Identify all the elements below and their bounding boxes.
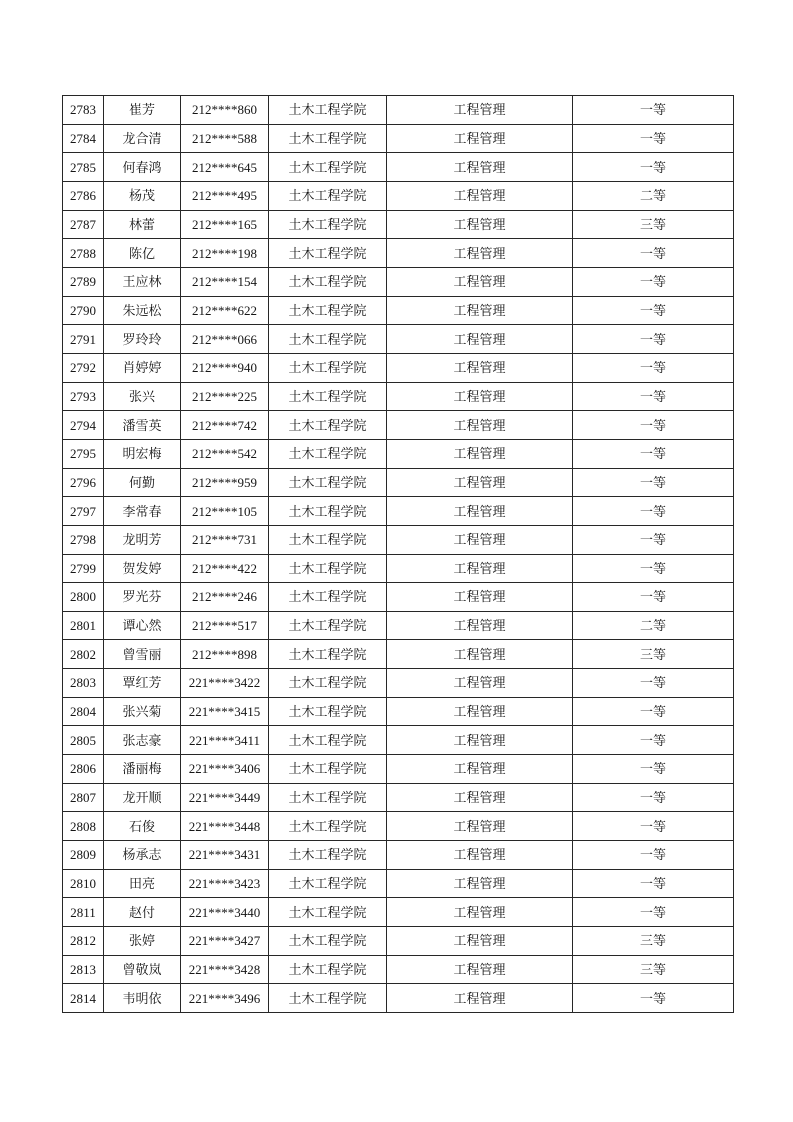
cell-student-id: 212****066 [181,325,269,354]
cell-student-name: 曾雪丽 [104,640,181,669]
cell-college: 土木工程学院 [269,697,387,726]
cell-sequence-number: 2790 [63,296,104,325]
cell-student-id: 221****3448 [181,812,269,841]
cell-student-id: 212****542 [181,439,269,468]
cell-student-id: 221****3423 [181,869,269,898]
cell-college: 土木工程学院 [269,640,387,669]
cell-college: 土木工程学院 [269,353,387,382]
table-row [63,898,734,927]
cell-college: 土木工程学院 [269,153,387,182]
cell-student-id: 212****588 [181,124,269,153]
cell-college: 土木工程学院 [269,755,387,784]
cell-award-level: 一等 [573,869,734,898]
cell-sequence-number: 2803 [63,669,104,698]
table-row [63,468,734,497]
cell-student-id: 212****959 [181,468,269,497]
cell-student-name: 肖婷婷 [104,353,181,382]
cell-sequence-number: 2787 [63,210,104,239]
table-row [63,640,734,669]
cell-student-name: 张兴菊 [104,697,181,726]
cell-sequence-number: 2786 [63,181,104,210]
cell-award-level: 一等 [573,984,734,1013]
table-row [63,583,734,612]
table-row [63,783,734,812]
cell-student-id: 212****622 [181,296,269,325]
cell-student-name: 罗玲玲 [104,325,181,354]
cell-major: 工程管理 [387,210,573,239]
cell-major: 工程管理 [387,640,573,669]
cell-student-name: 覃红芳 [104,669,181,698]
cell-sequence-number: 2799 [63,554,104,583]
cell-student-id: 212****898 [181,640,269,669]
table-row [63,841,734,870]
cell-major: 工程管理 [387,812,573,841]
cell-student-id: 221****3440 [181,898,269,927]
cell-student-name: 田亮 [104,869,181,898]
table-row [63,669,734,698]
table-row [63,153,734,182]
cell-sequence-number: 2788 [63,239,104,268]
cell-sequence-number: 2804 [63,697,104,726]
cell-major: 工程管理 [387,726,573,755]
cell-student-id: 221****3415 [181,697,269,726]
cell-college: 土木工程学院 [269,181,387,210]
cell-award-level: 一等 [573,353,734,382]
cell-college: 土木工程学院 [269,812,387,841]
table-row [63,353,734,382]
cell-award-level: 一等 [573,525,734,554]
table-row [63,697,734,726]
cell-major: 工程管理 [387,984,573,1013]
cell-sequence-number: 2789 [63,267,104,296]
cell-award-level: 一等 [573,325,734,354]
cell-award-level: 三等 [573,210,734,239]
cell-student-name: 崔芳 [104,96,181,125]
cell-award-level: 一等 [573,554,734,583]
cell-major: 工程管理 [387,783,573,812]
cell-major: 工程管理 [387,181,573,210]
cell-college: 土木工程学院 [269,611,387,640]
cell-award-level: 一等 [573,898,734,927]
table-row [63,955,734,984]
cell-student-id: 212****165 [181,210,269,239]
cell-major: 工程管理 [387,325,573,354]
cell-college: 土木工程学院 [269,210,387,239]
cell-major: 工程管理 [387,411,573,440]
table-row [63,497,734,526]
cell-major: 工程管理 [387,382,573,411]
cell-sequence-number: 2801 [63,611,104,640]
cell-student-id: 212****225 [181,382,269,411]
table-row [63,325,734,354]
cell-student-id: 212****154 [181,267,269,296]
cell-sequence-number: 2800 [63,583,104,612]
cell-sequence-number: 2794 [63,411,104,440]
cell-student-name: 贺发婷 [104,554,181,583]
cell-sequence-number: 2793 [63,382,104,411]
cell-major: 工程管理 [387,554,573,583]
cell-student-id: 221****3428 [181,955,269,984]
cell-major: 工程管理 [387,153,573,182]
cell-sequence-number: 2784 [63,124,104,153]
cell-student-id: 212****198 [181,239,269,268]
cell-college: 土木工程学院 [269,783,387,812]
cell-student-id: 221****3449 [181,783,269,812]
table-row [63,554,734,583]
cell-student-id: 212****105 [181,497,269,526]
cell-sequence-number: 2791 [63,325,104,354]
cell-sequence-number: 2811 [63,898,104,927]
cell-student-id: 212****422 [181,554,269,583]
cell-award-level: 一等 [573,755,734,784]
cell-student-id: 221****3422 [181,669,269,698]
cell-college: 土木工程学院 [269,955,387,984]
cell-major: 工程管理 [387,898,573,927]
cell-major: 工程管理 [387,697,573,726]
cell-student-id: 221****3406 [181,755,269,784]
cell-college: 土木工程学院 [269,382,387,411]
cell-student-name: 谭心然 [104,611,181,640]
table-row [63,296,734,325]
cell-student-name: 朱远松 [104,296,181,325]
cell-student-name: 曾敬岚 [104,955,181,984]
cell-student-id: 212****742 [181,411,269,440]
cell-student-id: 221****3411 [181,726,269,755]
cell-award-level: 三等 [573,927,734,956]
cell-major: 工程管理 [387,869,573,898]
cell-sequence-number: 2808 [63,812,104,841]
cell-sequence-number: 2809 [63,841,104,870]
cell-student-id: 212****246 [181,583,269,612]
cell-college: 土木工程学院 [269,898,387,927]
cell-college: 土木工程学院 [269,554,387,583]
table-row [63,927,734,956]
cell-college: 土木工程学院 [269,411,387,440]
cell-student-name: 王应林 [104,267,181,296]
table-row [63,755,734,784]
cell-major: 工程管理 [387,669,573,698]
cell-student-name: 潘雪英 [104,411,181,440]
cell-sequence-number: 2797 [63,497,104,526]
cell-student-name: 陈亿 [104,239,181,268]
cell-college: 土木工程学院 [269,267,387,296]
cell-sequence-number: 2785 [63,153,104,182]
cell-student-id: 212****860 [181,96,269,125]
cell-student-id: 221****3427 [181,927,269,956]
cell-college: 土木工程学院 [269,239,387,268]
cell-college: 土木工程学院 [269,669,387,698]
cell-student-name: 杨茂 [104,181,181,210]
cell-college: 土木工程学院 [269,841,387,870]
cell-student-id: 221****3431 [181,841,269,870]
cell-college: 土木工程学院 [269,525,387,554]
cell-student-name: 龙开顺 [104,783,181,812]
cell-sequence-number: 2805 [63,726,104,755]
cell-major: 工程管理 [387,755,573,784]
cell-student-name: 杨承志 [104,841,181,870]
cell-student-id: 212****940 [181,353,269,382]
cell-major: 工程管理 [387,439,573,468]
cell-student-name: 石俊 [104,812,181,841]
cell-student-id: 212****645 [181,153,269,182]
cell-college: 土木工程学院 [269,726,387,755]
cell-sequence-number: 2814 [63,984,104,1013]
cell-college: 土木工程学院 [269,439,387,468]
cell-student-name: 林蕾 [104,210,181,239]
cell-college: 土木工程学院 [269,325,387,354]
table-row [63,124,734,153]
cell-award-level: 一等 [573,411,734,440]
table-row [63,96,734,125]
cell-sequence-number: 2796 [63,468,104,497]
cell-major: 工程管理 [387,583,573,612]
table-row [63,382,734,411]
table-row [63,726,734,755]
cell-award-level: 一等 [573,267,734,296]
cell-major: 工程管理 [387,239,573,268]
cell-award-level: 一等 [573,382,734,411]
cell-sequence-number: 2795 [63,439,104,468]
cell-major: 工程管理 [387,353,573,382]
cell-major: 工程管理 [387,96,573,125]
cell-award-level: 一等 [573,841,734,870]
cell-award-level: 三等 [573,640,734,669]
cell-award-level: 一等 [573,669,734,698]
cell-award-level: 一等 [573,468,734,497]
cell-sequence-number: 2792 [63,353,104,382]
cell-major: 工程管理 [387,525,573,554]
cell-major: 工程管理 [387,468,573,497]
cell-award-level: 一等 [573,497,734,526]
cell-college: 土木工程学院 [269,468,387,497]
cell-student-name: 张兴 [104,382,181,411]
cell-award-level: 一等 [573,812,734,841]
table-row [63,525,734,554]
table-row [63,869,734,898]
table-row [63,439,734,468]
cell-award-level: 一等 [573,153,734,182]
cell-award-level: 一等 [573,726,734,755]
cell-college: 土木工程学院 [269,124,387,153]
cell-award-level: 一等 [573,296,734,325]
cell-student-name: 龙明芳 [104,525,181,554]
cell-award-level: 一等 [573,96,734,125]
cell-college: 土木工程学院 [269,984,387,1013]
cell-college: 土木工程学院 [269,927,387,956]
cell-student-name: 张婷 [104,927,181,956]
table-row [63,210,734,239]
cell-major: 工程管理 [387,927,573,956]
cell-student-id: 212****517 [181,611,269,640]
cell-sequence-number: 2807 [63,783,104,812]
cell-sequence-number: 2783 [63,96,104,125]
cell-major: 工程管理 [387,955,573,984]
cell-major: 工程管理 [387,841,573,870]
table-row [63,267,734,296]
cell-college: 土木工程学院 [269,96,387,125]
table-body [63,96,734,1013]
cell-student-name: 何春鸿 [104,153,181,182]
cell-college: 土木工程学院 [269,296,387,325]
cell-student-name: 罗光芬 [104,583,181,612]
cell-student-name: 龙合清 [104,124,181,153]
cell-student-name: 赵付 [104,898,181,927]
cell-student-name: 李常春 [104,497,181,526]
cell-sequence-number: 2798 [63,525,104,554]
cell-major: 工程管理 [387,267,573,296]
cell-major: 工程管理 [387,296,573,325]
cell-sequence-number: 2813 [63,955,104,984]
cell-college: 土木工程学院 [269,583,387,612]
cell-student-name: 韦明依 [104,984,181,1013]
cell-sequence-number: 2810 [63,869,104,898]
cell-award-level: 二等 [573,181,734,210]
cell-award-level: 一等 [573,439,734,468]
cell-student-name: 何勤 [104,468,181,497]
table-row [63,812,734,841]
cell-sequence-number: 2802 [63,640,104,669]
cell-major: 工程管理 [387,497,573,526]
cell-student-id: 212****731 [181,525,269,554]
cell-student-name: 明宏梅 [104,439,181,468]
table-row [63,611,734,640]
cell-student-id: 221****3496 [181,984,269,1013]
cell-award-level: 一等 [573,124,734,153]
cell-award-level: 一等 [573,697,734,726]
cell-award-level: 三等 [573,955,734,984]
table-row [63,181,734,210]
cell-student-id: 212****495 [181,181,269,210]
cell-sequence-number: 2806 [63,755,104,784]
cell-major: 工程管理 [387,124,573,153]
table-row [63,411,734,440]
cell-award-level: 一等 [573,783,734,812]
table-row [63,984,734,1013]
cell-college: 土木工程学院 [269,497,387,526]
table-row [63,239,734,268]
cell-sequence-number: 2812 [63,927,104,956]
cell-student-name: 张志豪 [104,726,181,755]
cell-major: 工程管理 [387,611,573,640]
award-list-table [62,95,734,1013]
cell-student-name: 潘丽梅 [104,755,181,784]
cell-college: 土木工程学院 [269,869,387,898]
cell-award-level: 一等 [573,239,734,268]
cell-award-level: 二等 [573,611,734,640]
cell-award-level: 一等 [573,583,734,612]
